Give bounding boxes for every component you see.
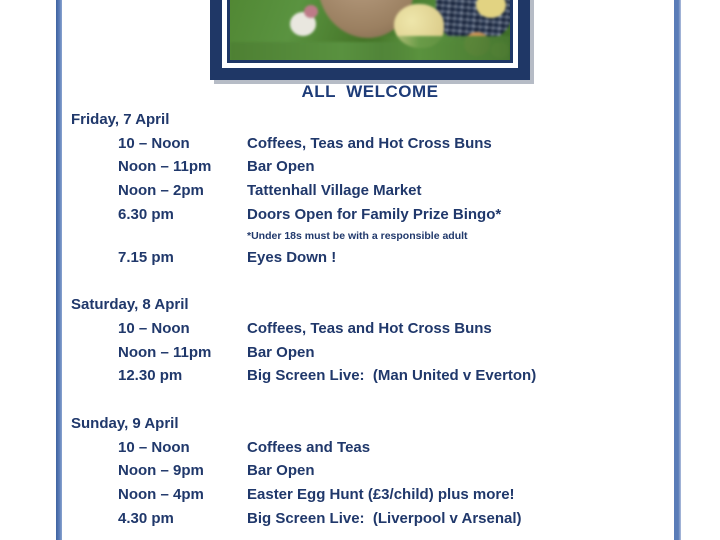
- event-row: [71, 132, 631, 156]
- event-desc: Eyes Down !: [247, 248, 337, 266]
- event-row: [71, 246, 631, 270]
- event-desc: Big Screen Live: (Man United v Everton): [247, 367, 537, 385]
- grass-shape: [380, 36, 510, 60]
- event-time: Noon – 11pm: [118, 158, 212, 176]
- event-desc: Bar Open: [247, 462, 315, 480]
- photo-inner-ring: [227, 0, 513, 63]
- event-time: 6.30 pm: [118, 205, 174, 223]
- event-time: 10 – Noon: [118, 438, 190, 456]
- event-time: 12.30 pm: [118, 367, 183, 385]
- photo-frame: [210, 0, 530, 80]
- day-section-saturday: [71, 293, 631, 388]
- event-time: Noon – 9pm: [118, 462, 204, 480]
- event-time: 7.15 pm: [118, 248, 174, 266]
- event-row: [71, 459, 631, 483]
- welcome-heading: ALL WELCOME: [301, 82, 439, 101]
- event-desc: Tattenhall Village Market: [247, 182, 422, 200]
- easter-bunny-chicks-basket-photo: [230, 0, 510, 60]
- event-row: [71, 507, 631, 531]
- day-header: Saturday, 8 April: [71, 296, 189, 314]
- page-border-right: [674, 0, 681, 540]
- event-row: [71, 317, 631, 341]
- day-header: Friday, 7 April: [71, 111, 170, 128]
- event-desc: Bar Open: [247, 158, 315, 176]
- event-desc: Bar Open: [247, 343, 315, 361]
- photo-mat: [222, 0, 518, 68]
- event-row: [71, 203, 631, 227]
- event-row: [71, 341, 631, 365]
- day-section-friday: [71, 108, 631, 269]
- event-desc: Coffees, Teas and Hot Cross Buns: [247, 134, 492, 152]
- event-time: 10 – Noon: [118, 319, 190, 337]
- day-section-sunday: [71, 412, 631, 531]
- event-row: [71, 483, 631, 507]
- event-row: [71, 364, 631, 388]
- event-row: [71, 436, 631, 460]
- event-desc: Coffees and Teas: [247, 438, 371, 456]
- event-time: 4.30 pm: [118, 509, 174, 527]
- event-row: [71, 179, 631, 203]
- event-time: 10 – Noon: [118, 134, 190, 152]
- day-header: Sunday, 9 April: [71, 415, 179, 433]
- event-desc: Coffees, Teas and Hot Cross Buns: [247, 319, 492, 337]
- event-time: Noon – 2pm: [118, 182, 204, 200]
- event-schedule: [71, 108, 631, 531]
- event-desc: Doors Open for Family Prize Bingo*: [247, 205, 502, 223]
- event-desc: Big Screen Live: (Liverpool v Arsenal): [247, 509, 522, 527]
- event-desc: Easter Egg Hunt (£3/child) plus more!: [247, 486, 515, 504]
- event-time: Noon – 4pm: [118, 486, 204, 504]
- flower-shape: [304, 5, 318, 18]
- photo-scene: [230, 0, 510, 60]
- event-row: [71, 155, 631, 179]
- page-border-left: [56, 0, 62, 540]
- event-time: Noon – 11pm: [118, 343, 212, 361]
- age-restriction-note: *Under 18s must be with a responsible adult: [247, 229, 468, 242]
